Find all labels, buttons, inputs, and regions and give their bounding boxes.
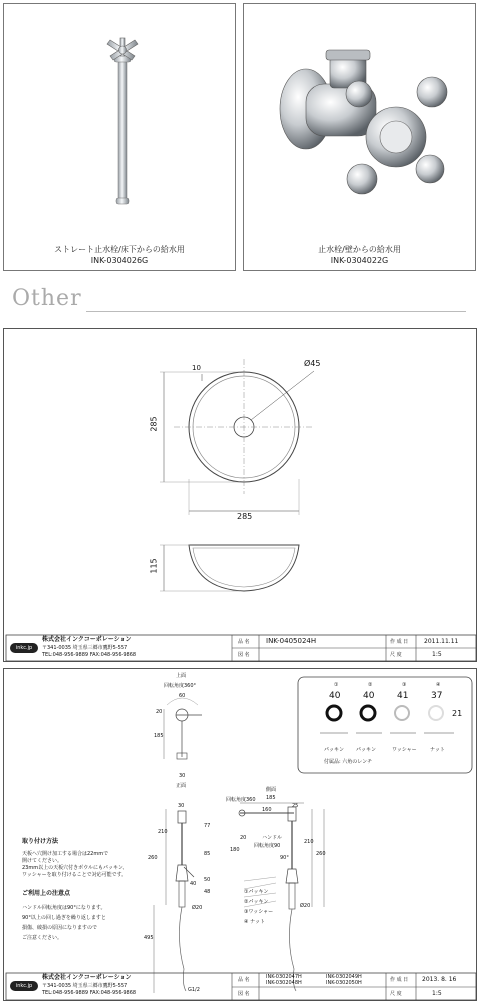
view-front-label: 正面 [176,783,187,789]
part-size-2: 40 [363,691,375,701]
dim-20: 20 [156,709,163,715]
dim-185: 185 [154,733,164,739]
dim-210-side: 210 [304,839,314,845]
part-side-dim: 21 [452,709,463,718]
install-line-2: 開けてください。 [22,858,63,864]
diameter-label: Ø45 [304,359,321,368]
callout-4: ④ ナット [244,919,265,925]
scale-value: 1:5 [432,990,442,997]
part-size-4: 37 [431,691,443,701]
product-code-4: INK-0302050H [326,980,362,986]
dim-185-side: 185 [266,795,276,801]
view-top-label: 上面 [176,673,187,679]
dim-g12: G1/2 [188,987,200,993]
section-heading: Other [12,286,82,311]
dim-90deg: 90° [280,855,289,861]
scale-value: 1:5 [432,651,442,658]
dim-495: 495 [144,935,154,941]
dim-48: 48 [204,889,211,895]
part-num-2: ② [368,682,373,688]
product-code-value: INK-0405024H [266,637,317,645]
angle-stop-valve-image [244,4,477,272]
caution-line-1: ハンドル回転角度は90°になります。 [22,905,106,911]
install-line-3: 23mm以上の天板穴付きボウルにもパッキン、 [22,865,128,871]
part-label-2: パッキン [356,747,376,753]
dim-30: 30 [179,773,186,779]
label-scale: 尺 度 [390,991,402,997]
dim-260-side: 260 [316,851,326,857]
dim-50: 50 [204,877,211,883]
company-logo: inkc.jp [10,981,38,991]
depth-label: 115 [149,558,159,574]
basin-drawing-sheet [3,328,477,662]
callout-2: ②パッキン [244,899,269,905]
dim-77: 77 [204,823,211,829]
height-label: 285 [149,416,159,432]
handle-label: ハンドル [262,835,283,841]
rotation-side-label: 回転角度360 [226,797,256,803]
part-size-1: 40 [329,691,341,701]
company-tel: TEL:048-956-9889 FAX:048-956-9868 [42,652,137,658]
product-card-1[interactable] [3,3,236,271]
part-label-3: ワッシャー [392,747,417,753]
dim-260: 260 [148,855,158,861]
caution-line-4: ご注意ください。 [22,935,63,941]
dim-20-side-base: Ø20 [300,903,311,909]
dim-180: 180 [230,847,240,853]
install-title: 取り付け方法 [22,838,59,845]
install-line-4: ワッシャーを取り付けることで対応可能です。 [22,872,127,878]
callout-1: ①パッキン [244,889,269,895]
dim-60: 60 [179,693,186,699]
label-scale: 尺 度 [390,652,402,658]
label-name: 品 名 [238,639,250,645]
heading-divider [86,311,466,312]
install-line-1: 天板へ穴開け加工する場合は22mmで [22,851,109,857]
label-date: 作 成 日 [390,639,409,645]
dim-20-side: 20 [240,835,247,841]
dim-160: 160 [262,807,272,813]
part-num-3: ③ [402,682,407,688]
product-code: INK-0304022G [330,256,389,265]
caution-line-2: 90°以上の回し過ぎを繰り返しますと [22,915,106,921]
caution-title: ご利用上の注意点 [22,890,71,897]
product-name: ストレート止水栓/床下からの給水用 [54,245,185,254]
company-name: 株式会社インクコーポレーション [42,636,132,643]
dim-210: 210 [158,829,168,835]
handle-rotation-label: 回転角度90 [254,843,281,849]
callout-3: ③ワッシャー [244,909,274,915]
product-code-2: INK-0302048H [266,980,302,986]
product-code: INK-0304026G [90,256,149,265]
product-name: 止水栓/壁からの給水用 [318,245,401,254]
label-name: 品 名 [238,977,250,983]
product-code-3: INK-0302049H [326,974,362,980]
accessory-label: 付属品: 六角のレンチ [324,759,373,765]
basin-drawing [4,329,478,663]
date-value: 2013. 8. 16 [422,976,457,983]
part-num-1: ① [334,682,339,688]
product-code-1: INK-0302047H [266,974,302,980]
product-card-2[interactable] [243,3,476,271]
dim-30-front: 30 [178,803,185,809]
rotation-top-label: 回転角度360° [164,683,197,689]
faucet-drawing-sheet [3,668,477,1001]
date-value: 2011.11.11 [424,638,459,645]
dim-20-front: Ø20 [192,905,203,911]
company-address: 〒341-0035 埼玉県三郷市鷹野5-557 [42,645,128,651]
part-size-3: 41 [397,691,409,701]
part-label-4: ナット [430,747,445,753]
dim-85: 85 [204,851,211,857]
part-label-1: パッキン [324,747,344,753]
label-drawing: 図 名 [238,991,250,997]
wall-thickness-label: 10 [192,364,201,372]
width-label: 285 [237,512,253,521]
part-num-4: ④ [436,682,441,688]
company-logo: inkc.jp [10,643,38,653]
company-name: 株式会社インクコーポレーション [42,974,132,981]
straight-stop-valve-image [4,4,237,272]
label-drawing: 図 名 [238,652,250,658]
dim-40: 40 [190,881,197,887]
caution-line-3: 損傷、破損の原因になりますので [22,925,98,931]
company-tel: TEL:048-956-9889 FAX:048-956-9868 [42,990,137,996]
label-date: 作 成 日 [390,977,409,983]
dim-25: 25 [292,803,299,809]
company-address: 〒341-0035 埼玉県三郷市鷹野5-557 [42,983,128,989]
view-side-label: 側面 [266,787,277,793]
